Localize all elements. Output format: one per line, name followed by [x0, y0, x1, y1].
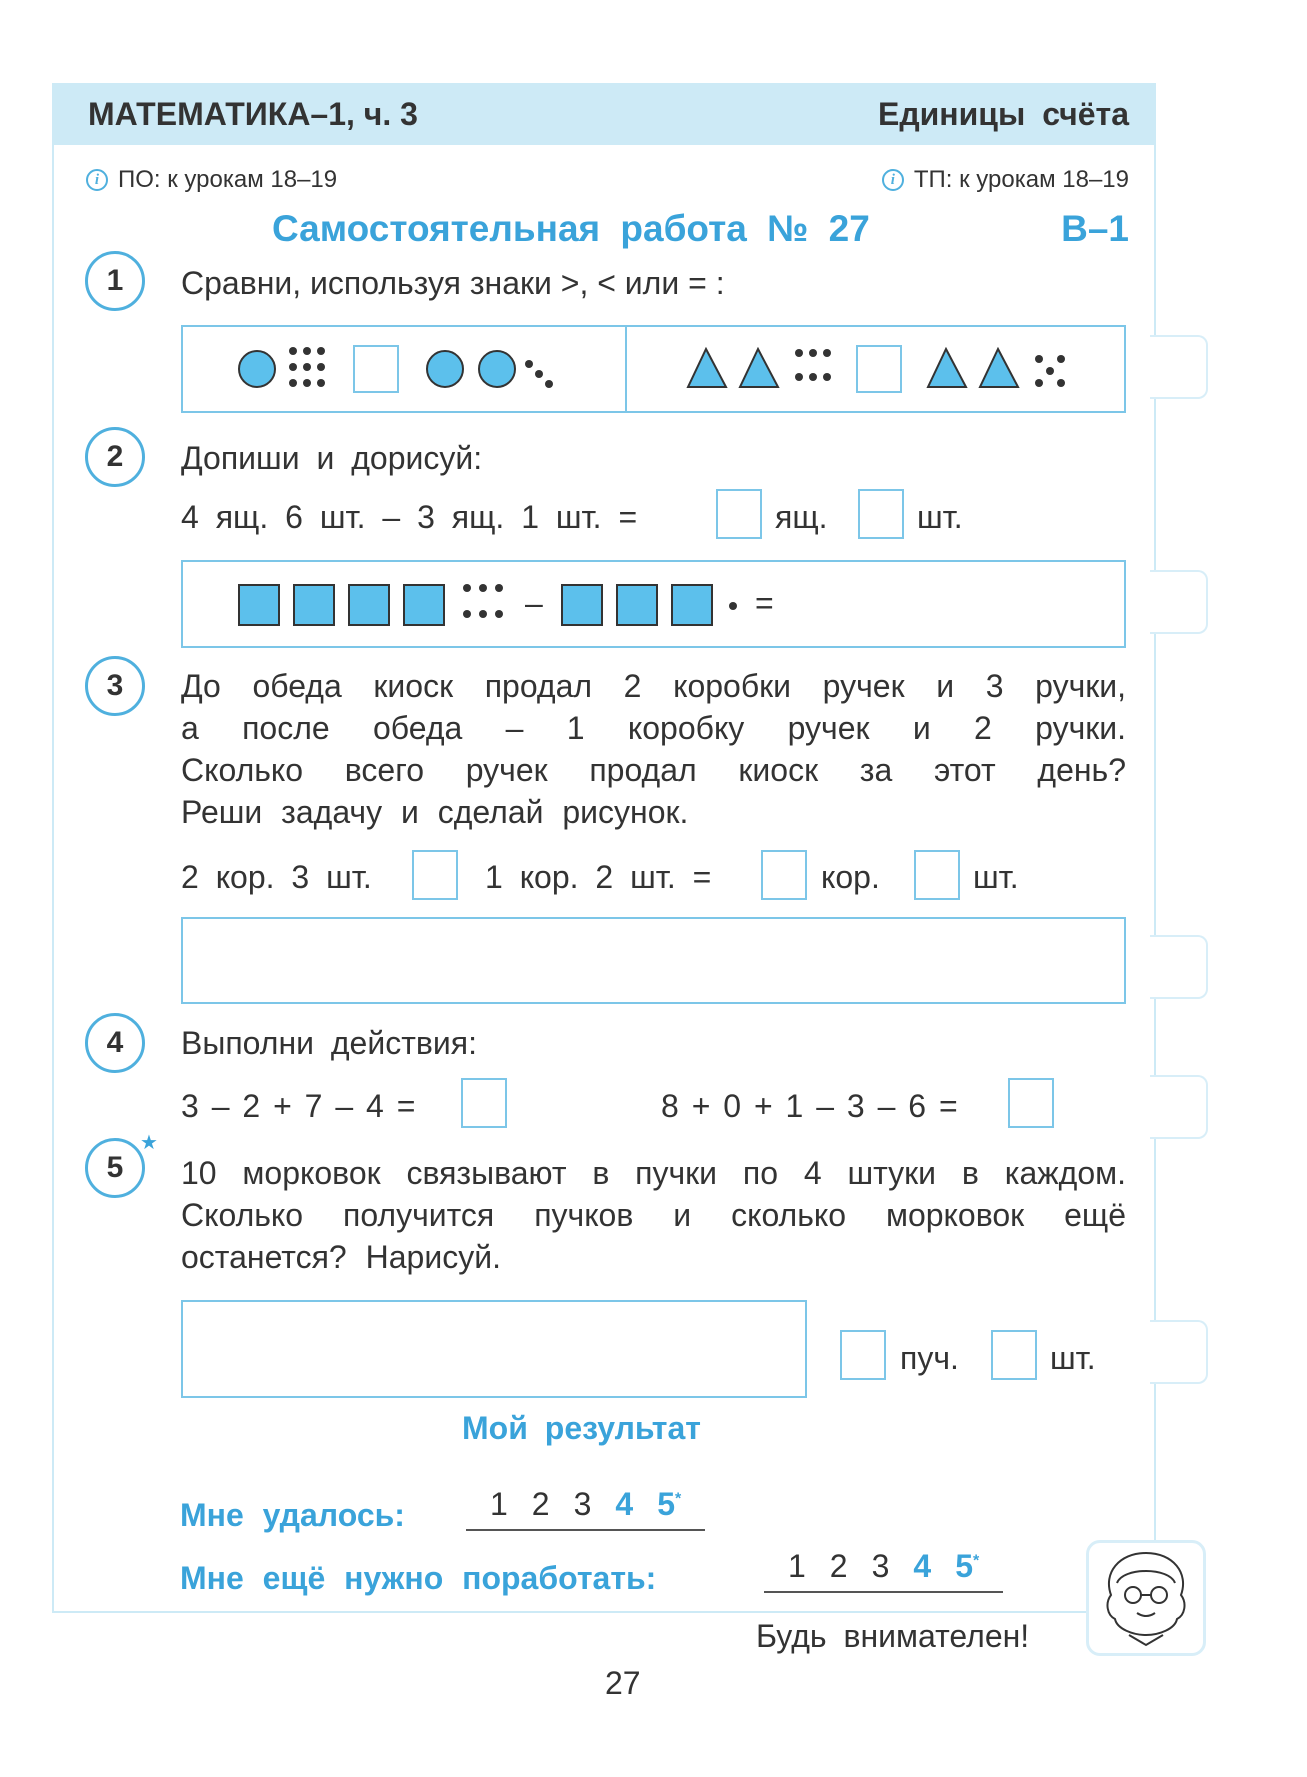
task3-line: а после обеда – 1 коробку ручек и 2 ручки.: [181, 710, 1126, 746]
task-number: 5: [85, 1138, 145, 1198]
score-3[interactable]: 3: [573, 1486, 592, 1522]
equals-sign: =: [755, 585, 774, 621]
score-1[interactable]: 1: [490, 1486, 508, 1522]
box-square: [671, 584, 713, 626]
teacher-icon: [1089, 1543, 1203, 1653]
task1-text: Сравни, используя знаки >, < или = :: [181, 265, 725, 301]
task5-line: Сколько получится пучков и сколько морковок ещё: [181, 1197, 1126, 1233]
ref-left-label: ПО: к урокам 18–19: [118, 166, 338, 193]
task4-expression-1: 3 – 2 + 7 – 4 =: [181, 1088, 416, 1124]
task5-drawing-area[interactable]: [181, 1300, 807, 1398]
task3-line: Сколько всего ручек продал киоск за этот день?: [181, 752, 1126, 788]
task2-drawing-panel: [181, 560, 1126, 648]
box-square: [348, 584, 390, 626]
box-square: [561, 584, 603, 626]
score-4[interactable]: 4: [615, 1486, 634, 1522]
did-score-row: [466, 1486, 705, 1531]
dots-group: [795, 349, 831, 389]
dot: [535, 370, 543, 378]
unit-label: шт.: [917, 499, 963, 535]
topic-title: Единицы счёта: [877, 96, 1129, 132]
score-2[interactable]: 2: [829, 1548, 848, 1584]
ref-right-label: ТП: к урокам 18–19: [913, 166, 1129, 193]
compare-answer-box[interactable]: [353, 345, 399, 393]
operator-box[interactable]: [412, 850, 458, 900]
dot: [545, 380, 553, 388]
answer-box[interactable]: [1008, 1078, 1054, 1128]
unit-label: пуч.: [900, 1340, 959, 1376]
task2-text: Допиши и дорисуй:: [181, 440, 483, 476]
circle-shape: [478, 350, 516, 388]
did-label: Мне удалось:: [180, 1497, 405, 1533]
dot: [1035, 355, 1043, 363]
answer-box[interactable]: [716, 489, 762, 539]
triangle-pair: [686, 347, 786, 391]
task-number: 2: [85, 427, 145, 487]
dots-group: [289, 347, 325, 387]
answer-box[interactable]: [991, 1330, 1037, 1380]
task5-line: останется? Нарисуй.: [181, 1239, 501, 1275]
task3-line: До обеда киоск продал 2 коробки ручек и 3 ручки,: [181, 668, 1126, 704]
task3-expression-2: 1 кор. 2 шт. =: [485, 859, 712, 895]
page-number: 27: [605, 1665, 641, 1701]
box-square: [403, 584, 445, 626]
unit-label: ящ.: [775, 499, 828, 535]
score-1[interactable]: 1: [788, 1548, 806, 1584]
task1-compare-panel: [181, 325, 1126, 413]
score-3[interactable]: 3: [871, 1548, 890, 1584]
side-tab: [1150, 935, 1208, 999]
answer-box[interactable]: [761, 850, 807, 900]
footer-note: Будь внимателен!: [756, 1618, 1030, 1654]
need-score-row: [764, 1548, 1003, 1593]
dot: [1057, 355, 1065, 363]
answer-box[interactable]: [914, 850, 960, 900]
side-tab: [1150, 1320, 1208, 1384]
variant-label: В–1: [1061, 208, 1129, 249]
score-5[interactable]: 5*: [657, 1486, 682, 1522]
task3-line: Реши задачу и сделай рисунок.: [181, 794, 689, 830]
answer-box[interactable]: [461, 1078, 507, 1128]
dots-group: [463, 584, 503, 618]
circle-shape: [238, 350, 276, 388]
answer-box[interactable]: [840, 1330, 886, 1380]
info-icon: i: [86, 169, 108, 191]
work-title: Самостоятельная работа № 27: [272, 208, 870, 249]
task4-expression-2: 8 + 0 + 1 – 3 – 6 =: [661, 1088, 958, 1124]
compare-answer-box[interactable]: [856, 345, 902, 393]
circle-shape: [426, 350, 464, 388]
dot: [1057, 379, 1065, 387]
task2-expression: 4 ящ. 6 шт. – 3 ящ. 1 шт. =: [181, 499, 638, 535]
task-number: 4: [85, 1013, 145, 1073]
info-icon: i: [882, 169, 904, 191]
star-icon: ★: [140, 1132, 158, 1154]
side-tab: [1150, 335, 1208, 399]
need-label: Мне ещё нужно поработать:: [180, 1560, 657, 1596]
dot: [729, 602, 737, 610]
box-square: [238, 584, 280, 626]
dot: [1035, 379, 1043, 387]
task3-expression-1: 2 кор. 3 шт.: [181, 859, 372, 895]
side-tab: [1150, 1075, 1208, 1139]
dot: [525, 360, 533, 368]
score-5[interactable]: 5*: [955, 1548, 980, 1584]
score-4[interactable]: 4: [913, 1548, 932, 1584]
task5-line: 10 морковок связывают в пучки по 4 штуки в каждом.: [181, 1155, 1126, 1191]
box-square: [293, 584, 335, 626]
subject-title: МАТЕМАТИКА–1, ч. 3: [88, 96, 418, 132]
minus-sign: –: [525, 585, 543, 621]
box-square: [616, 584, 658, 626]
unit-label: шт.: [973, 859, 1019, 895]
task-number: 1: [85, 251, 145, 311]
task-number: 3: [85, 656, 145, 716]
unit-label: шт.: [1050, 1340, 1096, 1376]
triangle-pair: [926, 347, 1026, 391]
task4-text: Выполни действия:: [181, 1025, 477, 1061]
panel-divider: [625, 327, 627, 411]
dot: [1046, 367, 1054, 375]
unit-label: кор.: [821, 859, 880, 895]
ref-left: [86, 166, 337, 194]
ref-right: [882, 166, 1129, 194]
side-tab: [1150, 570, 1208, 634]
answer-box[interactable]: [858, 489, 904, 539]
result-title: Мой результат: [462, 1410, 701, 1446]
teacher-portrait: [1086, 1540, 1206, 1656]
score-2[interactable]: 2: [531, 1486, 550, 1522]
task3-drawing-area[interactable]: [181, 917, 1126, 1004]
